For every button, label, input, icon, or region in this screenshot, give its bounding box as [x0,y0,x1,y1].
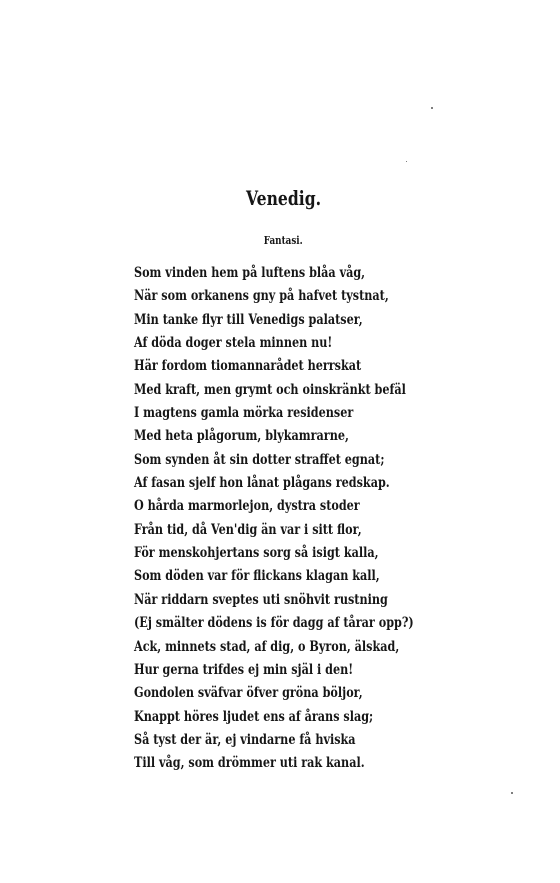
poem-line: Gondolen sväfvar öfver gröna böljor, [134,685,363,702]
poem-line: Här fordom tiomannarådet herrskat [134,358,362,375]
poem-line: För menskohjertans sorg så isigt kalla, [134,545,379,562]
poem-line: (Ej smälter dödens is för dagg af tårar opp?) [134,615,414,632]
poem-line: Som vinden hem på luftens blåa våg, [134,265,366,281]
poem-body [134,262,534,776]
paper-speck [406,161,407,162]
poem-line: Med heta plågorum, blykamrarne, [134,428,349,445]
poem-line: Knappt höres ljudet ens af årans slag; [134,708,374,725]
poem-line: Af fasan sjelf hon lånat plågans redskap. [134,475,390,492]
paper-speck [431,107,433,109]
poem-line: Ack, minnets stad, af dig, o Byron, älskad, [134,638,400,655]
poem-subtitle: Fantasi. [263,234,303,247]
paper-speck [511,792,513,794]
poem-line: Så tyst der är, ej vindarne få hviska [134,731,356,748]
poem-title: Venedig. [245,186,322,210]
poem-line: O hårda marmorlejon, dystra stoder [134,498,360,515]
poem-line: Som synden åt sin dotter straffet egnat; [134,451,385,468]
poem-line: Från tid, då Ven'dig än var i sitt flor, [134,521,362,538]
poem-line: Som döden var för flickans klagan kall, [134,568,380,585]
poem-line: Af döda doger stela minnen nu! [134,335,333,352]
poem-line: När som orkanens gny på hafvet tystnat, [134,288,389,305]
poem-line: Min tanke flyr till Venedigs palatser, [134,311,363,328]
poem-line: Till våg, som drömmer uti rak kanal. [134,755,365,772]
poem-line: Hur gerna trifdes ej min själ i den! [134,661,354,678]
poem-line: Med kraft, men grymt och oinskränkt befäl [134,381,406,398]
poem-line: När riddarn sveptes uti snöhvit rustning [134,591,388,608]
poem-line: I magtens gamla mörka residenser [134,405,354,422]
